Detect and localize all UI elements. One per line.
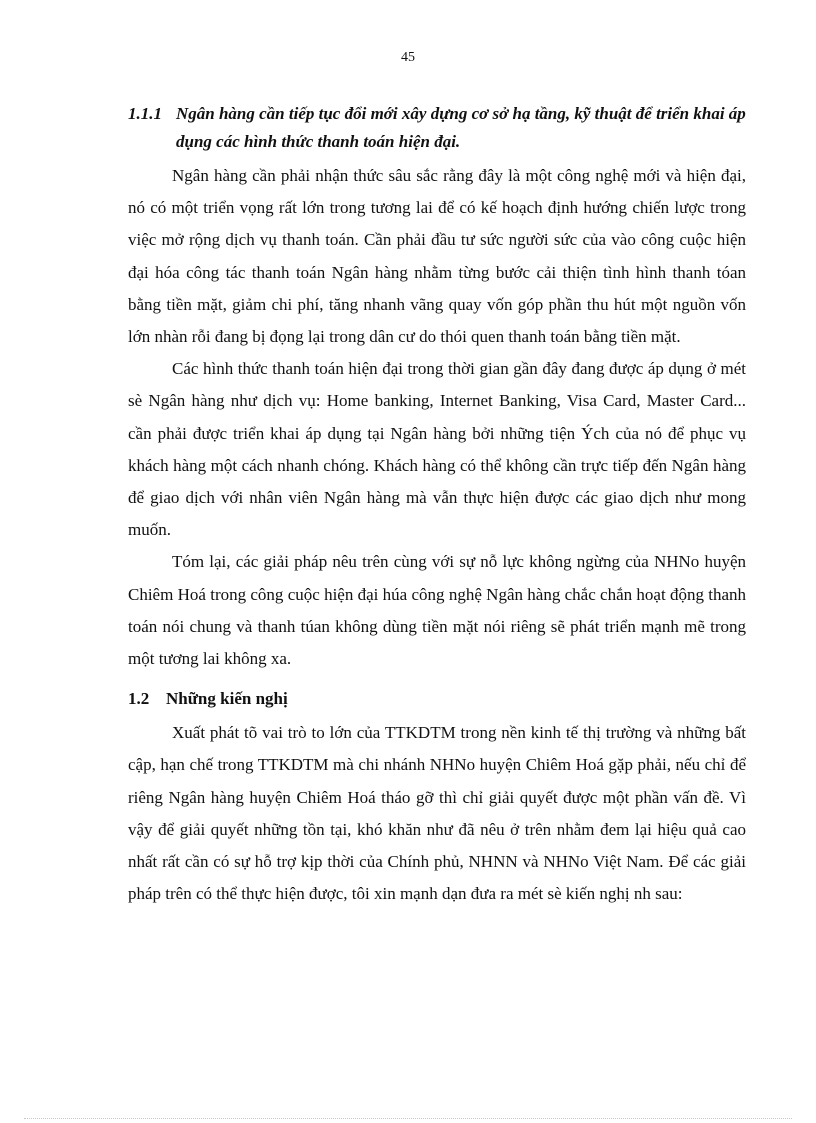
section-title: Ngân hàng cần tiếp tục đổi mới xây dựng cơ sở hạ tầng, kỹ thuật để triển khai áp dụng các hình thức thanh toán hiện đại.	[176, 104, 746, 151]
section-number: 1.2	[128, 689, 150, 709]
paragraph: Tóm lại, các giải pháp nêu trên cùng với sự nỗ lực không ngừng của NHNo huyện Chiêm Hoá trong công cuộc hiện đại húa công nghệ Ngân hàng chắc chắn hoạt động thanh toán nói chung và thanh túan không dùng tiền mặt nói riêng sẽ phát triển mạnh mẽ trong một tương lai không xa.	[128, 552, 746, 669]
paragraph: Ngân hàng cần phải nhận thức sâu sắc rằng đây là một công nghệ mới và hiện đại, nó có một triển vọng rất lớn trong tương lai để có kế hoạch định hướng chiến lược trong việc mở rộng dịch vụ thanh toán. Cần phải đầu tư sức người sức của vào công cuộc hiện đại hóa công tác thanh toán Ngân hàng nhằm từng bước cải thiện tình hình thanh tóan bằng tiền mặt, giảm chi phí, tăng nhanh vãng quay vốn góp phần thu hút một nguồn vốn lớn nhàn rỗi đang bị đọng lại trong dân cư do thói quen thanh toán bằng tiền mặt.	[128, 166, 746, 347]
document-body	[128, 100, 746, 910]
section-number: 1.1.1	[128, 104, 162, 123]
paragraph: Xuất phát tõ vai trò to lớn của TTKDTM trong nền kinh tế thị trường và những bất cập, hạn chế trong TTKDTM mà chi nhánh NHNo huyện Chiêm Hoá gặp phải, nếu chỉ để riêng Ngân hàng huyện Chiêm Hoá tháo gỡ thì chỉ giải quyết được một phần vấn đề. Vì vậy để giải quyết những tồn tại, khó khăn như đã nêu ở trên nhằm đem lại hiệu quả cao nhất rất cần có sự hỗ trợ kịp thời của Chính phủ, NHNN và NHNo Việt Nam. Để các giải pháp trên có thể thực hiện được, tôi xin mạnh dạn đưa ra mét sè kiến nghị nh sau:	[128, 723, 746, 904]
page-number: 45	[401, 50, 415, 65]
section-heading-1-2	[128, 685, 746, 713]
paragraph: Các hình thức thanh toán hiện đại trong thời gian gần đây đang được áp dụng ở mét sè Ngân hàng như dịch vụ: Home banking, Internet Banking, Visa Card, Master Card... cần phải được triển khai áp dụng tại Ngân hàng bởi những tiện Ých của nó để phục vụ khách hàng một cách nhanh chóng. Khách hàng có thể không cần trực tiếp đến Ngân hàng để giao dịch với nhân viên Ngân hàng mà vẫn thực hiện được các giao dịch như mong muốn.	[128, 359, 746, 540]
footer-divider	[24, 1118, 792, 1119]
section-heading-1-1-1	[128, 100, 746, 156]
section-title: Những kiến nghị	[166, 689, 288, 709]
